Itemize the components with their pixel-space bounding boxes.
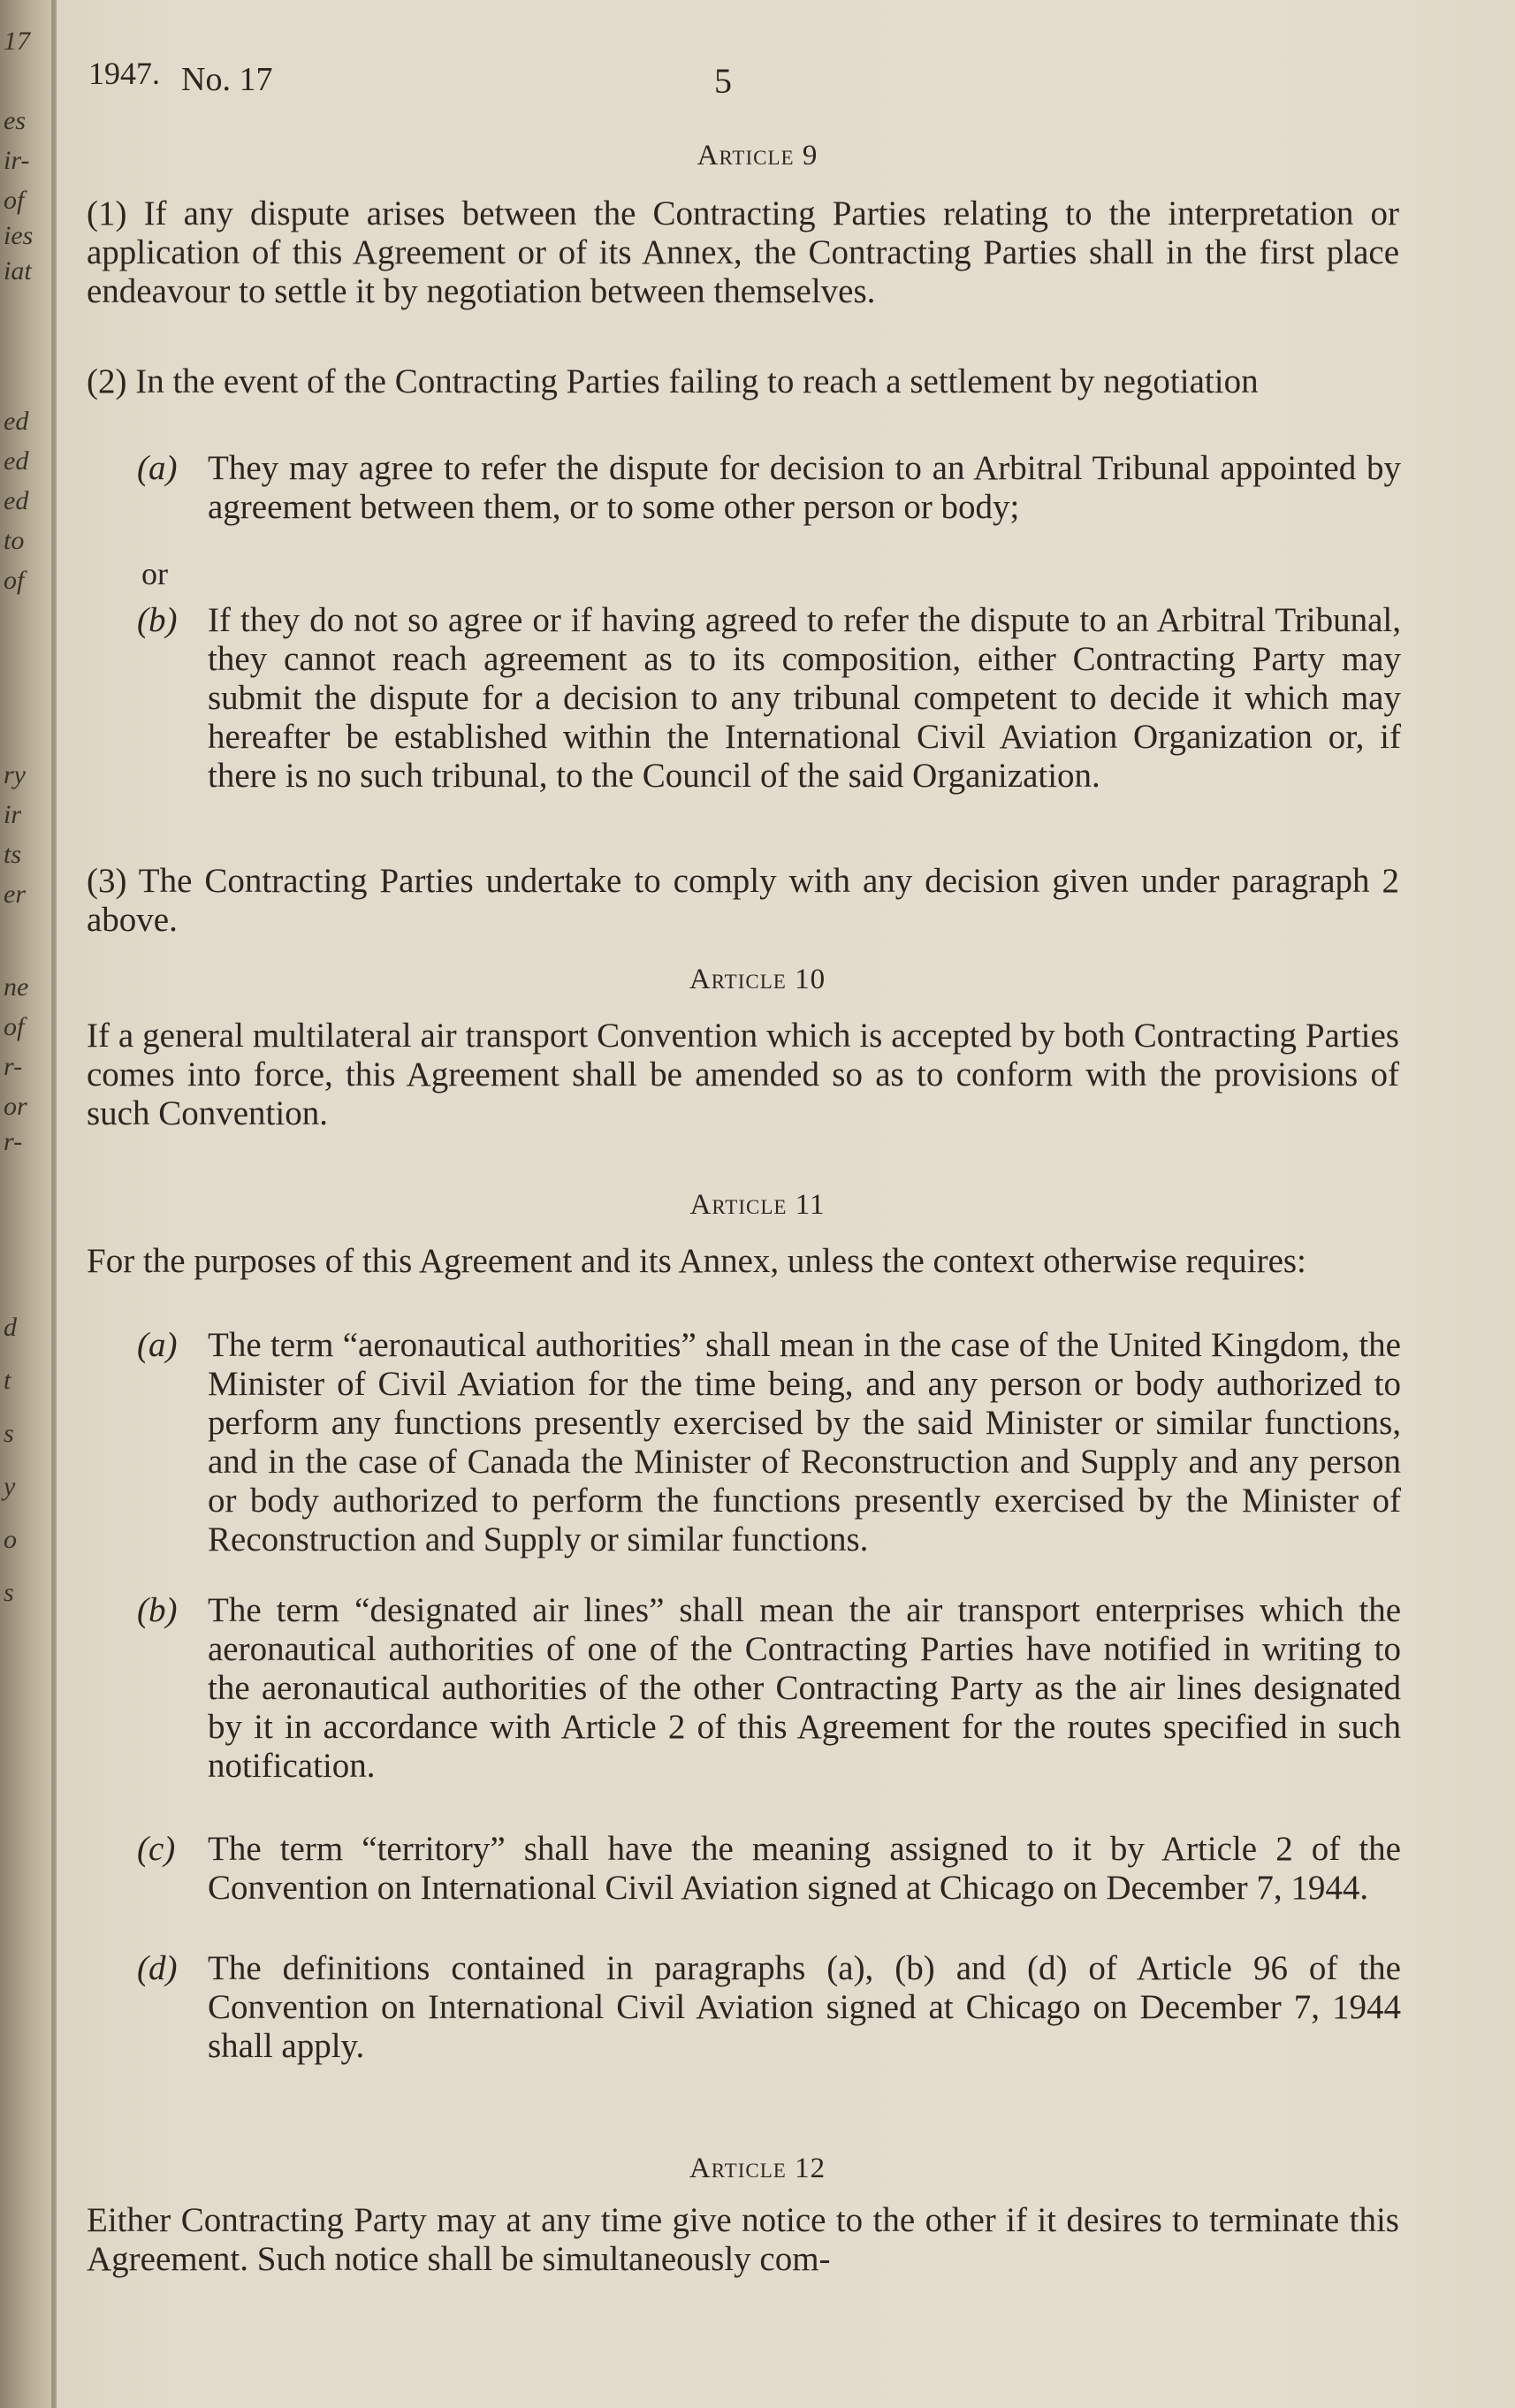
margin-fragment: ts — [4, 840, 22, 869]
margin-fragment: 17 — [4, 27, 30, 56]
article-9-paragraph-1: (1) If any dispute arises between the Contracting Parties relating to the interpretation or application of this Agreement or of its Annex, the Contracting Parties shall in the first place endeavour to settle it by negotiation between themselves. — [87, 194, 1399, 310]
item-label: (b) — [137, 1591, 178, 1629]
article-10-text: If a general multilateral air transport Convention which is accepted by both Contracting Parties comes into force, this Agreement shall be amended so as to conform with the provisions of such Convention. — [87, 1017, 1399, 1132]
margin-fragment: of — [4, 1012, 25, 1041]
item-text: If they do not so agree or if having agreed to refer the dispute to an Arbitral Tribunal, they cannot reach agreement as to its composition, either Contracting Party may submit the dispute for a decision to any tribunal competent to decide it which may hereafter be established within the International Civil Aviation Organization or, if there is no such tribunal, to the Council of the said Organization. — [208, 601, 1401, 795]
item-text: The term “designated air lines” shall mean the air transport enterprises which the aeronautical authorities of one of the Contracting Parties have notified in writing to the aeronautical authorities of the other Contracting Party as the air lines designated by it in accordance with Article 2 of this Agreement for the routes specified in such notification. — [208, 1591, 1401, 1785]
conjunction-or: or — [141, 556, 168, 591]
article-9-paragraph-3: (3) The Contracting Parties undertake to comply with any decision given under paragraph 2 above. — [87, 862, 1399, 939]
item-label: (d) — [137, 1949, 178, 1987]
article-11-heading: Article 11 — [689, 1189, 826, 1221]
margin-fragment: ed — [4, 407, 29, 436]
margin-fragment: or — [4, 1092, 27, 1121]
margin-fragment: es — [4, 106, 26, 135]
item-text: The term “aeronautical authorities” shall mean in the case of the United Kingdom, the Minister of Civil Aviation for the time being, and any person or body authorized to perform any functions presently exercised by the said Minister or similar functions, and in the case of Canada the Minister of Reconstruction and Supply and any person or body authorized to perform the functions presently exercised by the Minister of Reconstruction and Supply or similar functions. — [208, 1326, 1401, 1558]
margin-fragment: ed — [4, 486, 29, 515]
margin-fragment: iat — [4, 256, 32, 286]
margin-fragment: ies — [4, 221, 34, 250]
margin-fragment: r- — [4, 1052, 23, 1081]
margin-fragment: y — [4, 1472, 16, 1501]
margin-fragment: of — [4, 566, 25, 595]
article-9-heading: Article 9 — [697, 140, 818, 171]
item-text: The definitions contained in paragraphs (a), (b) and (d) of Article 96 of the Convention on International Civil Aviation signed at Chicago on December 7, 1944 shall apply. — [208, 1949, 1401, 2065]
margin-fragment: of — [4, 186, 25, 215]
margin-fragment: to — [4, 526, 25, 555]
article-9-item-a — [137, 449, 1401, 527]
margin-fragment: ir — [4, 800, 22, 829]
article-9-item-b — [137, 601, 1401, 796]
margin-fragment: s — [4, 1419, 14, 1448]
article-11-item-b — [137, 1591, 1401, 1786]
margin-fragment: r- — [4, 1127, 23, 1156]
margin-fragment: ry — [4, 760, 26, 789]
item-label: (a) — [137, 449, 178, 487]
article-10-heading: Article 10 — [689, 964, 826, 995]
item-label: (a) — [137, 1326, 178, 1364]
article-12-heading: Article 12 — [689, 2153, 826, 2184]
article-12-text: Either Contracting Party may at any time give notice to the other if it desires to terminate this Agreement. Such notice shall be simultaneously com- — [87, 2201, 1399, 2278]
item-label: (c) — [137, 1830, 176, 1868]
margin-fragment: o — [4, 1525, 17, 1554]
article-11-intro: For the purposes of this Agreement and its Annex, unless the context otherwise requires: — [87, 1242, 1306, 1280]
margin-fragment: ir- — [4, 146, 30, 175]
margin-fragment: ed — [4, 446, 29, 476]
margin-fragment: d — [4, 1313, 17, 1342]
page-header — [88, 55, 1397, 108]
article-11-item-d — [137, 1949, 1401, 2066]
item-text: The term “territory” shall have the meaning assigned to it by Article 2 of the Convention on International Civil Aviation signed at Chicago on December 7, 1944. — [208, 1830, 1401, 1907]
article-9-paragraph-2: (2) In the event of the Contracting Parties failing to reach a settlement by negotiation — [87, 362, 1259, 400]
header-act-number: No. 17 — [181, 61, 273, 98]
article-11-item-a — [137, 1326, 1401, 1559]
margin-fragment: t — [4, 1366, 11, 1395]
page-number: 5 — [714, 61, 732, 101]
item-text: They may agree to refer the dispute for decision to an Arbitral Tribunal appointed by agreement between them, or to some other person or body; — [208, 449, 1401, 526]
margin-fragment: s — [4, 1578, 14, 1607]
item-label: (b) — [137, 601, 178, 639]
header-year: 1947. — [88, 56, 160, 91]
article-11-item-c — [137, 1830, 1401, 1908]
margin-fragment: er — [4, 880, 26, 909]
margin-fragment: ne — [4, 972, 29, 1002]
